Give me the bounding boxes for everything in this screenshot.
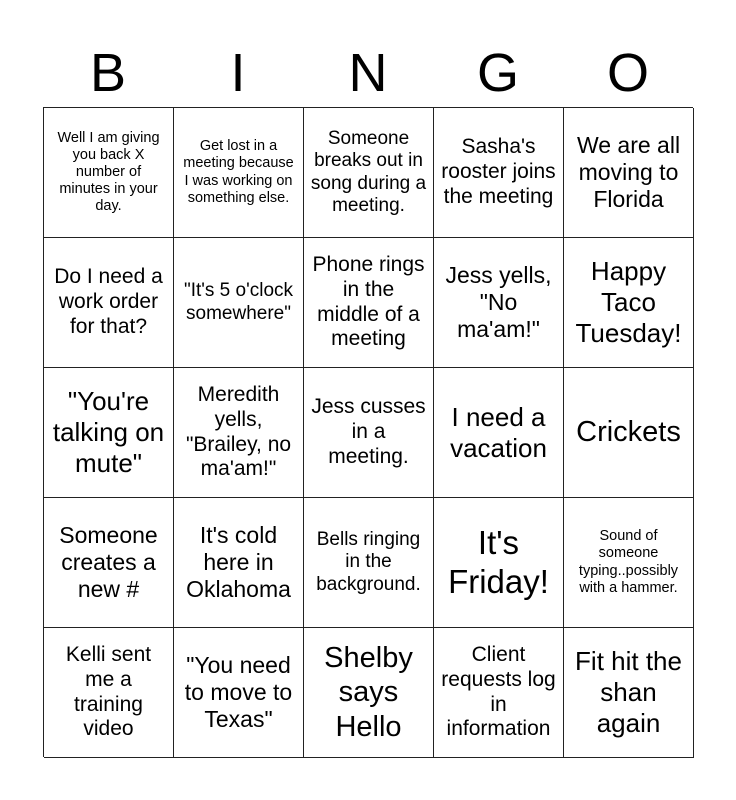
header-letter-o: O [606, 43, 649, 103]
bingo-cell-text: I need a vacation [450, 401, 547, 463]
bingo-cell-text: Client requests log in information [441, 642, 556, 741]
bingo-cell-r3c3[interactable] [304, 368, 434, 498]
bingo-cell-r1c2[interactable] [174, 108, 304, 238]
bingo-cell-r1c3[interactable] [304, 108, 434, 238]
bingo-cell-r1c4[interactable] [434, 108, 564, 238]
bingo-cell-r2c3[interactable] [304, 238, 434, 368]
bingo-cell-r4c5[interactable] [564, 498, 694, 628]
bingo-cell-r4c2[interactable] [174, 498, 304, 628]
bingo-cell-r3c4[interactable] [434, 368, 564, 498]
bingo-cell-r3c5[interactable] [564, 368, 694, 498]
bingo-cell-text: We are all moving to Florida [576, 131, 681, 213]
bingo-board [43, 107, 693, 757]
bingo-cell-text: Someone breaks out in song during a meeting. [310, 127, 427, 216]
bingo-cell-r3c2[interactable] [174, 368, 304, 498]
bingo-cell-text: Bells ringing in the background. [316, 528, 421, 595]
bingo-cell-r1c1[interactable] [44, 108, 174, 238]
bingo-cell-text: Someone creates a new # [59, 521, 158, 603]
bingo-cell-r1c5[interactable] [564, 108, 694, 238]
bingo-cell-text: Kelli sent me a training video [65, 642, 152, 741]
bingo-cell-r2c5[interactable] [564, 238, 694, 368]
bingo-cell-r4c4[interactable] [434, 498, 564, 628]
bingo-cell-text: Happy Taco Tuesday! [575, 256, 682, 348]
header-letter-n: N [348, 43, 388, 103]
bingo-cell-text: Do I need a work order for that? [54, 265, 163, 338]
header-letter-b: B [89, 43, 127, 103]
bingo-cell-r4c1[interactable] [44, 498, 174, 628]
bingo-cell-text: Jess yells, "No ma'am!" [445, 261, 552, 343]
bingo-cell-r5c5[interactable] [564, 628, 694, 758]
bingo-cell-text: It's cold here in Oklahoma [186, 521, 291, 603]
bingo-cell-text: Crickets [576, 416, 681, 449]
bingo-cell-r5c4[interactable] [434, 628, 564, 758]
bingo-cell-r2c1[interactable] [44, 238, 174, 368]
bingo-cell-text: Jess cusses in a meeting. [311, 395, 426, 468]
bingo-cell-text: Meredith yells, "Brailey, no ma'am!" [185, 382, 292, 481]
bingo-cell-text: Sound of someone typing..possibly with a hammer. [578, 528, 679, 596]
bingo-cell-r4c3[interactable] [304, 498, 434, 628]
bingo-cell-text: "You need to move to Texas" [184, 651, 293, 733]
bingo-cell-text: It's Friday! [448, 523, 549, 600]
bingo-cell-r5c3[interactable] [304, 628, 434, 758]
bingo-cell-text: "You're talking on mute" [52, 386, 165, 478]
bingo-cell-r5c1[interactable] [44, 628, 174, 758]
bingo-cell-r5c2[interactable] [174, 628, 304, 758]
bingo-cell-text: "It's 5 o'clock somewhere" [183, 280, 294, 324]
header-letter-g: G [476, 43, 519, 103]
bingo-cell-text: Sasha's rooster joins the meeting [441, 135, 556, 208]
bingo-cell-r2c2[interactable] [174, 238, 304, 368]
bingo-header [43, 40, 693, 106]
bingo-cell-text: Well I am giving you back X number of minutes in your day. [57, 129, 160, 215]
bingo-cell-r2c4[interactable] [434, 238, 564, 368]
header-letter-i: I [230, 43, 246, 103]
bingo-cell-text: Get lost in a meeting because I was working on something else. [183, 138, 294, 206]
bingo-cell-text: Shelby says Hello [324, 642, 413, 743]
bingo-cell-text: Phone rings in the middle of a meeting [312, 252, 425, 351]
bingo-cell-r3c1[interactable] [44, 368, 174, 498]
bingo-cell-text: Fit hit the shan again [575, 646, 682, 738]
